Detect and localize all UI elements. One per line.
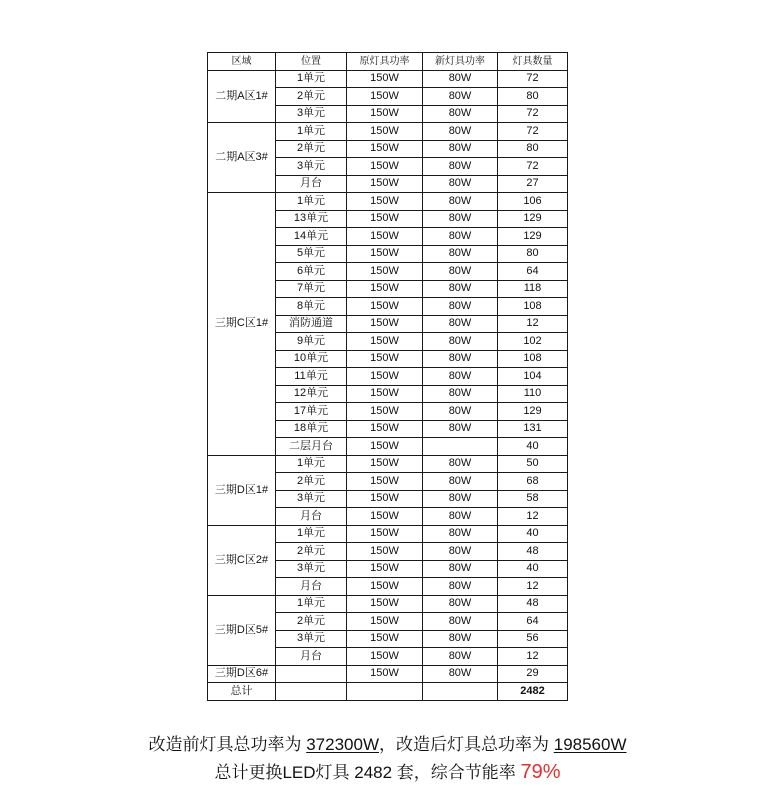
count-cell: 48 (498, 543, 568, 561)
count-cell: 12 (498, 508, 568, 526)
old-power-cell: 150W (347, 543, 423, 561)
new-power-cell: 80W (423, 630, 498, 648)
count-cell: 80 (498, 245, 568, 263)
summary-power-line (0, 730, 775, 755)
new-power-cell: 80W (423, 543, 498, 561)
count-cell: 29 (498, 665, 568, 683)
count-cell: 27 (498, 175, 568, 193)
old-power-cell: 150W (347, 245, 423, 263)
count-cell: 102 (498, 333, 568, 351)
summary-replacement-label: 总计更换LED灯具 2482 套，综合节能率 (214, 763, 521, 782)
position-cell: 月台 (276, 508, 347, 526)
new-power-cell: 80W (423, 105, 498, 123)
count-cell: 72 (498, 123, 568, 141)
new-power-cell: 80W (423, 88, 498, 106)
position-cell: 3单元 (276, 630, 347, 648)
old-power-cell: 150W (347, 228, 423, 246)
count-cell: 68 (498, 473, 568, 491)
count-cell: 129 (498, 228, 568, 246)
position-cell: 12单元 (276, 385, 347, 403)
count-cell: 106 (498, 193, 568, 211)
count-cell: 48 (498, 595, 568, 613)
header-count: 灯具数量 (498, 53, 568, 71)
position-cell: 7单元 (276, 280, 347, 298)
position-cell: 3单元 (276, 490, 347, 508)
summary-saving-line (0, 758, 775, 784)
count-cell: 72 (498, 158, 568, 176)
old-power-cell: 150W (347, 385, 423, 403)
position-cell: 14单元 (276, 228, 347, 246)
position-cell: 月台 (276, 578, 347, 596)
after-total-power: 198560W (553, 735, 627, 754)
new-power-cell: 80W (423, 350, 498, 368)
old-power-cell: 150W (347, 455, 423, 473)
new-power-cell: 80W (423, 455, 498, 473)
count-cell: 40 (498, 438, 568, 456)
total-row (208, 683, 568, 701)
new-power-cell: 80W (423, 175, 498, 193)
table-row (208, 525, 568, 543)
count-cell: 12 (498, 648, 568, 666)
position-cell: 1单元 (276, 455, 347, 473)
count-cell: 80 (498, 88, 568, 106)
position-cell: 1单元 (276, 595, 347, 613)
old-power-cell: 150W (347, 595, 423, 613)
total-label-cell: 总计 (208, 683, 276, 701)
old-power-cell: 150W (347, 210, 423, 228)
before-total-power: 372300W (306, 735, 379, 754)
old-power-cell: 150W (347, 648, 423, 666)
new-power-cell: 80W (423, 490, 498, 508)
count-cell: 110 (498, 385, 568, 403)
old-power-cell: 150W (347, 368, 423, 386)
old-power-cell: 150W (347, 403, 423, 421)
count-cell: 64 (498, 263, 568, 281)
table-body (208, 70, 568, 700)
new-power-cell: 80W (423, 193, 498, 211)
position-cell: 1单元 (276, 193, 347, 211)
count-cell: 72 (498, 70, 568, 88)
old-power-cell: 150W (347, 333, 423, 351)
count-cell: 50 (498, 455, 568, 473)
count-cell: 131 (498, 420, 568, 438)
position-cell: 3单元 (276, 158, 347, 176)
old-power-cell: 150W (347, 158, 423, 176)
old-power-cell: 150W (347, 193, 423, 211)
position-cell: 1单元 (276, 123, 347, 141)
new-power-cell: 80W (423, 473, 498, 491)
position-cell: 1单元 (276, 525, 347, 543)
position-cell: 2单元 (276, 88, 347, 106)
new-power-cell: 80W (423, 123, 498, 141)
old-power-cell: 150W (347, 315, 423, 333)
table-row (208, 455, 568, 473)
lighting-retrofit-table (207, 52, 568, 701)
position-cell: 2单元 (276, 473, 347, 491)
new-power-cell: 80W (423, 595, 498, 613)
old-power-cell: 150W (347, 123, 423, 141)
count-cell: 72 (498, 105, 568, 123)
position-cell: 月台 (276, 175, 347, 193)
position-cell: 18单元 (276, 420, 347, 438)
area-cell: 三期C区2# (208, 525, 276, 595)
new-power-cell: 80W (423, 228, 498, 246)
new-power-cell: 80W (423, 560, 498, 578)
table-row (208, 595, 568, 613)
new-power-cell: 80W (423, 210, 498, 228)
new-power-cell: 80W (423, 525, 498, 543)
old-power-cell: 150W (347, 298, 423, 316)
old-power-cell: 150W (347, 175, 423, 193)
count-cell: 64 (498, 613, 568, 631)
total-old-power-cell (347, 683, 423, 701)
old-power-cell: 150W (347, 665, 423, 683)
count-cell: 108 (498, 350, 568, 368)
old-power-cell: 150W (347, 280, 423, 298)
new-power-cell: 80W (423, 280, 498, 298)
count-cell: 80 (498, 140, 568, 158)
position-cell: 6单元 (276, 263, 347, 281)
old-power-cell: 150W (347, 105, 423, 123)
count-cell: 58 (498, 490, 568, 508)
header-position: 位置 (276, 53, 347, 71)
new-power-cell: 80W (423, 420, 498, 438)
old-power-cell: 150W (347, 490, 423, 508)
new-power-cell: 80W (423, 368, 498, 386)
new-power-cell: 80W (423, 263, 498, 281)
summary-after-label: ，改造后灯具总功率为 (379, 735, 554, 754)
area-cell: 三期D区1# (208, 455, 276, 525)
new-power-cell: 80W (423, 158, 498, 176)
old-power-cell: 150W (347, 140, 423, 158)
position-cell: 3单元 (276, 105, 347, 123)
total-new-power-cell (423, 683, 498, 701)
area-cell: 二期A区1# (208, 70, 276, 123)
old-power-cell: 150W (347, 630, 423, 648)
old-power-cell: 150W (347, 420, 423, 438)
header-area: 区域 (208, 53, 276, 71)
position-cell: 2单元 (276, 140, 347, 158)
count-cell: 118 (498, 280, 568, 298)
count-cell: 104 (498, 368, 568, 386)
count-cell: 129 (498, 210, 568, 228)
old-power-cell: 150W (347, 263, 423, 281)
new-power-cell: 80W (423, 333, 498, 351)
table-row (208, 193, 568, 211)
new-power-cell: 80W (423, 140, 498, 158)
position-cell: 8单元 (276, 298, 347, 316)
new-power-cell: 80W (423, 578, 498, 596)
old-power-cell: 150W (347, 350, 423, 368)
position-cell: 9单元 (276, 333, 347, 351)
table-row (208, 123, 568, 141)
total-count-cell: 2482 (498, 683, 568, 701)
energy-saving-rate: 79% (520, 761, 561, 783)
count-cell: 108 (498, 298, 568, 316)
new-power-cell: 80W (423, 665, 498, 683)
old-power-cell: 150W (347, 88, 423, 106)
old-power-cell: 150W (347, 70, 423, 88)
summary-before-label: 改造前灯具总功率为 (148, 735, 307, 754)
area-cell: 三期D区6# (208, 665, 276, 683)
position-cell: 3单元 (276, 560, 347, 578)
new-power-cell: 80W (423, 70, 498, 88)
area-cell: 三期D区5# (208, 595, 276, 665)
position-cell: 二层月台 (276, 438, 347, 456)
position-cell: 17单元 (276, 403, 347, 421)
position-cell: 11单元 (276, 368, 347, 386)
area-cell: 二期A区3# (208, 123, 276, 193)
new-power-cell: 80W (423, 613, 498, 631)
table-row (208, 70, 568, 88)
old-power-cell: 150W (347, 438, 423, 456)
table-header-row (208, 53, 568, 71)
count-cell: 40 (498, 525, 568, 543)
count-cell: 129 (498, 403, 568, 421)
new-power-cell: 80W (423, 298, 498, 316)
new-power-cell (423, 438, 498, 456)
count-cell: 12 (498, 578, 568, 596)
old-power-cell: 150W (347, 578, 423, 596)
count-cell: 12 (498, 315, 568, 333)
new-power-cell: 80W (423, 508, 498, 526)
new-power-cell: 80W (423, 245, 498, 263)
old-power-cell: 150W (347, 525, 423, 543)
header-new-power: 新灯具功率 (423, 53, 498, 71)
new-power-cell: 80W (423, 315, 498, 333)
position-cell: 月台 (276, 648, 347, 666)
new-power-cell: 80W (423, 385, 498, 403)
position-cell: 10单元 (276, 350, 347, 368)
position-cell: 13单元 (276, 210, 347, 228)
old-power-cell: 150W (347, 560, 423, 578)
count-cell: 56 (498, 630, 568, 648)
position-cell (276, 665, 347, 683)
position-cell: 2单元 (276, 543, 347, 561)
table-row (208, 665, 568, 683)
new-power-cell: 80W (423, 403, 498, 421)
total-position-cell (276, 683, 347, 701)
old-power-cell: 150W (347, 613, 423, 631)
position-cell: 1单元 (276, 70, 347, 88)
position-cell: 5单元 (276, 245, 347, 263)
header-old-power: 原灯具功率 (347, 53, 423, 71)
new-power-cell: 80W (423, 648, 498, 666)
old-power-cell: 150W (347, 473, 423, 491)
count-cell: 40 (498, 560, 568, 578)
area-cell: 三期C区1# (208, 193, 276, 456)
old-power-cell: 150W (347, 508, 423, 526)
position-cell: 消防通道 (276, 315, 347, 333)
position-cell: 2单元 (276, 613, 347, 631)
